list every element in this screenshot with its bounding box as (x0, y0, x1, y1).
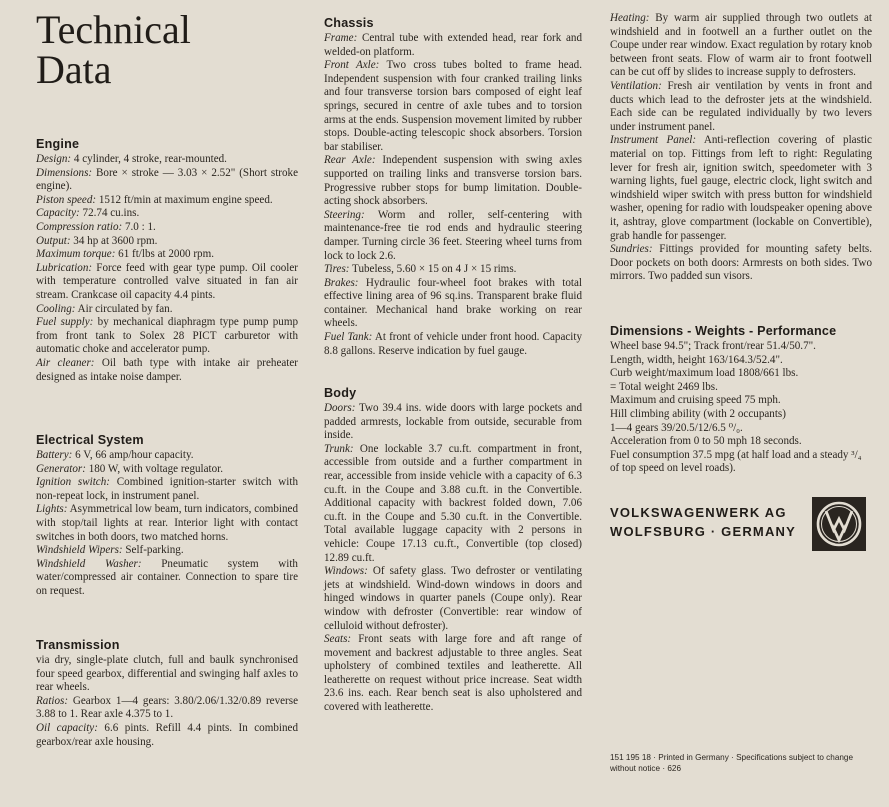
spec-text: by mechanical diaphragm type pump pump from front tank to Solex 28 PICT carburetor with automatic choke and accelerator pump. (36, 316, 298, 356)
spec-text: 6 V, 66 amp/hour capacity. (72, 449, 194, 461)
spec-text: Two 39.4 ins. wide doors with large pockets and padded armrests, lockable from outside, securable from inside. (324, 402, 582, 442)
spec-label: Steering: (324, 208, 365, 221)
spec-label: Lubrication: (36, 261, 93, 274)
spec-label: Oil capacity: (36, 721, 98, 734)
spec-label: Capacity: (36, 207, 80, 220)
spec-label: Windows: (324, 565, 368, 578)
spec-item (36, 316, 298, 357)
spec-label: Heating: (610, 12, 650, 24)
electrical-section (36, 433, 298, 599)
electrical-heading: Electrical System (36, 433, 144, 447)
spec-item (36, 357, 298, 384)
spec-text: Self-parking. (122, 544, 184, 557)
transmission-section (36, 638, 298, 749)
spec-text: 72.74 cu.ins. (79, 207, 140, 220)
spec-text: Bore × stroke — 3.03 × 2.52" (Short stroke engine). (36, 166, 298, 193)
body-section (324, 386, 582, 715)
spec-item (324, 633, 582, 715)
spec-item (324, 209, 582, 263)
spec-item (36, 303, 298, 317)
spec-text: Fittings provided for mounting safety belts. Door pockets on both doors: Armrests on both sides. Two mirrors. Two padded sun visors. (610, 243, 872, 283)
dimension-line: Curb weight/maximum load 1808/661 lbs. (610, 367, 799, 380)
title-line-2: Data (36, 47, 112, 92)
spec-item (36, 153, 298, 167)
spec-text: Hydraulic four-wheel foot brakes with total effective lining area of 96 sq.ins. Transparent brake fluid container. Mechanical hand brake working on rear wheels. (324, 276, 582, 330)
spec-item (36, 235, 298, 249)
spec-item (36, 722, 298, 749)
spec-text: At front of vehicle under front hood. Capacity 8.8 gallons. Reserve indication by fuel gauge. (324, 331, 583, 357)
spec-item (36, 544, 298, 558)
spec-item (36, 221, 298, 235)
spec-item (610, 243, 872, 284)
spec-text: 7.0 : 1. (122, 220, 156, 233)
spec-item (36, 449, 298, 463)
spec-label: Sundries: (610, 243, 653, 256)
spec-text: 180 W, with voltage regulator. (85, 462, 224, 475)
spec-label: Output: (36, 234, 71, 247)
dimensions-heading: Dimensions - Weights - Performance (610, 324, 837, 338)
spec-item (324, 59, 582, 154)
brand-name (610, 503, 810, 541)
title-line-1: Technical (36, 7, 191, 52)
spec-label: Fuel Tank: (324, 331, 373, 344)
spec-item (36, 207, 298, 221)
spec-label: Dimensions: (36, 166, 93, 179)
spec-text: 6.6 pints. Refill 4.4 pints. In combined gearbox/rear axle housing. (36, 721, 298, 748)
spec-text: Tubeless, 5.60 × 15 on 4 J × 15 rims. (349, 263, 517, 276)
spec-item (324, 277, 582, 331)
dimension-line: 1—4 gears 39/20.5/12/6.5 ⁰/₀. (610, 421, 743, 434)
electrical-items (36, 449, 298, 599)
spec-label: Front Axle: (324, 59, 380, 72)
spec-label: Battery: (36, 449, 73, 461)
transmission-heading: Transmission (36, 638, 120, 652)
brand-line-1: VOLKSWAGENWERK AG (610, 505, 787, 520)
brand-line-2: WOLFSBURG · GERMANY (610, 524, 797, 539)
spec-label: Ventilation: (610, 79, 662, 92)
dimension-line: Acceleration from 0 to 50 mph 18 seconds. (610, 435, 802, 448)
spec-item (324, 331, 582, 358)
dimensions-lines (610, 340, 872, 476)
spec-text: Air circulated by fan. (75, 302, 173, 315)
body-heading: Body (324, 386, 357, 400)
spec-label: Generator: (36, 462, 86, 475)
vw-logo-icon (812, 497, 866, 551)
spec-label: Windshield Washer: (36, 557, 142, 570)
transmission-intro: via dry, single-plate clutch, full and baulk synchronised four speed gearbox, differential and swinging half axles to rear wheels. (36, 654, 298, 694)
spec-text: 4 cylinder, 4 stroke, rear-mounted. (71, 153, 227, 165)
engine-heading: Engine (36, 137, 80, 151)
spec-text: Gearbox 1—4 gears: 3.80/2.06/1.32/0.89 reverse 3.88 to 1. Rear axle 4.375 to 1. (36, 694, 298, 721)
spec-label: Air cleaner: (36, 356, 95, 369)
spec-label: Frame: (324, 32, 358, 44)
dimensions-section (610, 324, 872, 476)
spec-item (36, 248, 298, 262)
spec-item (324, 32, 582, 59)
spec-text: By warm air supplied through two outlets at windshield and in footwell an a further outlet on the Coupe under rear window. Exact regulation by rotary knob between front seats. Flow of warm air to front footwell can be cut off by slides to increase supply to defrosters. (610, 12, 872, 79)
spec-text: Anti-reflection covering of plastic material on top. Fittings from left to right: Regulating lever for fresh air, ignition switch, speedometer with 3 warning lights, fuel gauge, electric clock, light switch and windshield wiper switch with press button for windshield washer, opening for radio with loudspeaker opening above it, ashtray, glove compartment (lockable on Convertible), grab handle for passenger. (610, 134, 872, 242)
transmission-items (36, 695, 298, 749)
vw-emblem (812, 497, 866, 551)
spec-label: Doors: (324, 402, 356, 414)
spec-item (324, 263, 582, 277)
chassis-items (324, 32, 582, 358)
engine-section (36, 137, 298, 384)
spec-text: Pneumatic system with water/compressed air container. Connection to spare tire on request. (36, 557, 298, 597)
spec-item (36, 194, 298, 208)
spec-text: One lockable 3.7 cu.ft. compartment in front, accessible from outside and a further compartment in rear, accessible from inside vehicle with a capacity of 6.3 cu.ft. in the Coupe and 3.88 cu.ft. in the Convertible. Additional capacity with backrest folded down, 7.06 cu.ft. in the Coupe and 5.30 cu.ft. in the Convertible. Total available luggage capacity with 2 persons in vehicle: Coupe 17.13 cu.ft., Convertible (top closed) 12.89 cu.ft. (324, 442, 582, 564)
spec-label: Brakes: (324, 276, 359, 289)
spec-label: Piston speed: (36, 193, 97, 206)
spec-text: 34 hp at 3600 rpm. (70, 234, 158, 247)
spec-text: Independent suspension with swing axles supported on trailing links and transverse torsion bars. Progressive rubber stops for bump limitation. Double-acting shock absorbers. (324, 154, 582, 208)
spec-label: Cooling: (36, 302, 76, 315)
dimension-line: Maximum and cruising speed 75 mph. (610, 394, 781, 407)
spec-label: Design: (36, 153, 72, 165)
spec-item (610, 134, 872, 243)
chassis-heading: Chassis (324, 16, 374, 30)
spec-label: Seats: (324, 633, 352, 646)
spec-label: Instrument Panel: (610, 134, 697, 147)
spec-text: 61 ft/lbs at 2000 rpm. (115, 248, 214, 261)
spec-label: Maximum torque: (36, 248, 116, 261)
spec-label: Ignition switch: (36, 476, 110, 489)
spec-item (36, 262, 298, 303)
footer-note: 151 195 18 · Printed in Germany · Specifications subject to change without notice · 626 (610, 753, 854, 773)
chassis-section (324, 16, 582, 358)
page-title (36, 7, 191, 92)
spec-item (610, 80, 872, 134)
spec-text: Force feed with gear type pump. Oil cooler with temperature controlled valve situated in fan air stream. Crankcase oil capacity 4.4 pints. (36, 261, 298, 301)
spec-item (36, 167, 298, 194)
spec-text: 1512 ft/min at maximum engine speed. (96, 193, 273, 206)
spec-text: Central tube with extended head, rear fork and welded-on platform. (324, 32, 582, 58)
dimension-line: Wheel base 94.5"; Track front/rear 51.4/50.7". (610, 340, 816, 352)
interior-items (610, 12, 872, 284)
dimension-line: Length, width, height 163/164.3/52.4". (610, 353, 783, 366)
spec-item (324, 402, 582, 443)
body-items (324, 402, 582, 715)
spec-text: Oil bath type with intake air preheater designed as intake noise damper. (36, 356, 298, 383)
spec-item (36, 476, 298, 503)
spec-item (36, 463, 298, 477)
spec-text: Worm and roller, self-centering with maintenance-free tie rod ends and hydraulic steering damper. Turning circle 36 feet. Steering wheel turns from lock to lock 2.6. (324, 208, 582, 262)
spec-label: Fuel supply: (36, 316, 94, 329)
spec-label: Rear Axle: (324, 154, 376, 167)
interior-section (610, 12, 872, 284)
spec-label: Compression ratio: (36, 220, 123, 233)
spec-item (610, 12, 872, 80)
spec-text: Front seats with large fore and aft range of movement and backrest adjustable to three angles. Seat upholstery of combined textiles and leatherette. All leatherette on request without price increase. Seat width 23.6 ins. each. Rear bench seat is also upholstered and covered with leatherette. (324, 633, 582, 714)
spec-label: Windshield Wipers: (36, 544, 123, 557)
spec-item (324, 443, 582, 565)
spec-item (324, 154, 582, 208)
spec-text: Two cross tubes bolted to frame head. Independent suspension with four cranked trailing links and four transverse torsion bars composed of eight leaf springs, secured in centre of axle tubes and to torsion arms at the ends. Suspension movement limited by rubber stops. Double-acting telescopic shock absorbers. Torsion bar stabiliser. (324, 59, 582, 153)
dimension-line: Fuel consumption 37.5 mpg (at half load and a steady ³/₄ of top speed on level roads). (610, 448, 862, 475)
dimension-line: = Total weight 2469 lbs. (610, 380, 718, 393)
spec-text: Combined ignition-starter switch with non-repeat lock, in instrument panel. (36, 476, 299, 502)
spec-label: Ratios: (36, 694, 69, 707)
spec-text: Fresh air ventilation by vents in front and ducts which lead to the defroster jets at the windshield. Each side can be regulated individually by two levers under instrument panel. (610, 79, 872, 133)
spec-item (36, 558, 298, 599)
spec-label: Trunk: (324, 442, 354, 455)
spec-text: Asymmetrical low beam, turn indicators, combined with stop/tail lights at rear. Interior light with contact switches in both doors, two matched horns. (36, 503, 298, 543)
spec-item (36, 695, 298, 722)
spec-item (36, 503, 298, 544)
spec-item (324, 565, 582, 633)
spec-label: Lights: (36, 503, 68, 516)
engine-items (36, 153, 298, 384)
spec-text: Of safety glass. Two defroster or ventilating jets at windshield. Wind-down windows in doors and hinged windows in quarter panels (Coupe only). Rear window with defroster (Convertible: rear window of celluloid without defroster). (324, 565, 582, 632)
dimension-line: Hill climbing ability (with 2 occupants) (610, 407, 786, 420)
spec-label: Tires: (324, 263, 350, 276)
